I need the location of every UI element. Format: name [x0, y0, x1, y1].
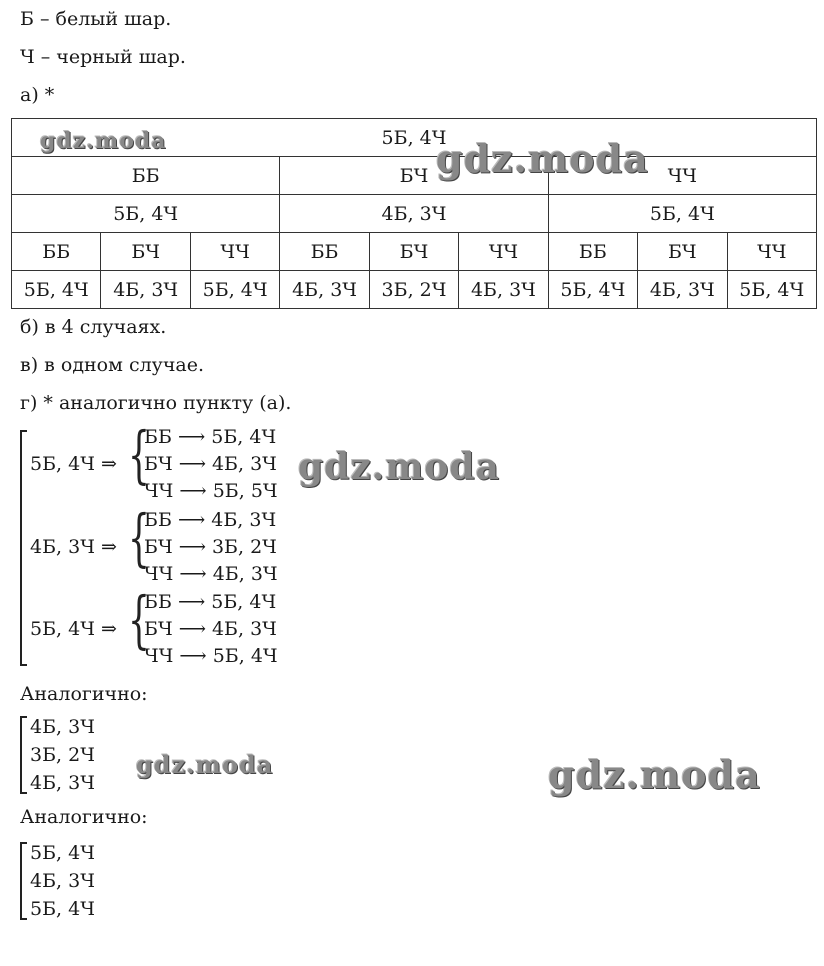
outcome-line: ЧЧ ⟶ 5Б, 5Ч	[144, 480, 278, 502]
outcome-line: ЧЧ ⟶ 4Б, 3Ч	[144, 563, 278, 585]
table-cell: 5Б, 4Ч	[12, 119, 817, 157]
group-1-outcomes	[144, 424, 278, 505]
table-cell: 4Б, 3Ч	[638, 271, 727, 309]
curly-brace: {	[128, 583, 150, 656]
list-item: 4Б, 3Ч	[30, 772, 95, 794]
analog-1-list	[30, 713, 95, 797]
legend-black: Ч – черный шар.	[20, 46, 186, 68]
group-1-source: 5Б, 4Ч ⇒	[30, 453, 117, 475]
analog-2-label: Аналогично:	[20, 806, 148, 828]
watermark: gdz.moda	[548, 752, 761, 797]
list-item: 3Б, 2Ч	[30, 744, 95, 766]
analog-2-list	[30, 839, 95, 923]
table-cell: ЧЧ	[548, 157, 816, 195]
analog-2-bracket	[20, 842, 27, 920]
table-cell: ББ	[12, 157, 280, 195]
table-cell: ББ	[548, 233, 637, 271]
watermark: gdz.moda	[436, 136, 649, 181]
table-cell: 4Б, 3Ч	[101, 271, 190, 309]
analog-1-label: Аналогично:	[20, 683, 148, 705]
group-3-source: 5Б, 4Ч ⇒	[30, 618, 117, 640]
outer-bracket	[20, 430, 27, 666]
list-item: 5Б, 4Ч	[30, 842, 95, 864]
curly-brace: {	[128, 418, 150, 491]
outcome-line: БЧ ⟶ 4Б, 3Ч	[144, 453, 277, 475]
table-cell: ББ	[12, 233, 101, 271]
analog-1-bracket	[20, 716, 27, 794]
table-row	[12, 233, 817, 271]
table-cell: 5Б, 4Ч	[727, 271, 817, 309]
table-cell: БЧ	[638, 233, 727, 271]
table-cell: ББ	[280, 233, 369, 271]
table-row	[12, 157, 817, 195]
outcome-line: ББ ⟶ 5Б, 4Ч	[144, 591, 277, 613]
table-cell: 5Б, 4Ч	[12, 195, 280, 233]
table-row	[12, 195, 817, 233]
table-cell: 4Б, 3Ч	[459, 271, 548, 309]
table-cell: 5Б, 4Ч	[548, 195, 816, 233]
table-cell: 5Б, 4Ч	[548, 271, 637, 309]
group-2-source: 4Б, 3Ч ⇒	[30, 536, 117, 558]
table-cell: ЧЧ	[727, 233, 817, 271]
watermark: gdz.moda	[40, 128, 167, 154]
table-row	[12, 271, 817, 309]
part-v-answer: в) в одном случае.	[20, 354, 205, 376]
legend-white: Б – белый шар.	[20, 8, 172, 30]
outcome-line: БЧ ⟶ 4Б, 3Ч	[144, 618, 277, 640]
list-item: 5Б, 4Ч	[30, 898, 95, 920]
outcome-line: ББ ⟶ 4Б, 3Ч	[144, 509, 277, 531]
part-b-answer: б) в 4 случаях.	[20, 316, 167, 338]
table-cell: БЧ	[101, 233, 190, 271]
outcome-line: ББ ⟶ 5Б, 4Ч	[144, 426, 277, 448]
table-cell: 4Б, 3Ч	[280, 271, 369, 309]
part-a-label: а) *	[20, 84, 55, 106]
table-cell: 5Б, 4Ч	[12, 271, 101, 309]
watermark: gdz.moda	[136, 750, 274, 779]
group-3-outcomes	[144, 589, 278, 670]
outcome-line: ЧЧ ⟶ 5Б, 4Ч	[144, 645, 278, 667]
list-item: 4Б, 3Ч	[30, 716, 95, 738]
list-item: 4Б, 3Ч	[30, 870, 95, 892]
table-cell: 4Б, 3Ч	[280, 195, 548, 233]
table-cell: ЧЧ	[190, 233, 279, 271]
part-g-answer: г) * аналогично пункту (а).	[20, 392, 292, 414]
group-2-outcomes	[144, 507, 278, 588]
table-cell: 3Б, 2Ч	[369, 271, 458, 309]
table-cell: БЧ	[369, 233, 458, 271]
table-cell: ЧЧ	[459, 233, 548, 271]
table-cell: 5Б, 4Ч	[190, 271, 279, 309]
curly-brace: {	[128, 501, 150, 574]
outcome-line: БЧ ⟶ 3Б, 2Ч	[144, 536, 277, 558]
watermark: gdz.moda	[298, 446, 500, 488]
table-cell: БЧ	[280, 157, 548, 195]
